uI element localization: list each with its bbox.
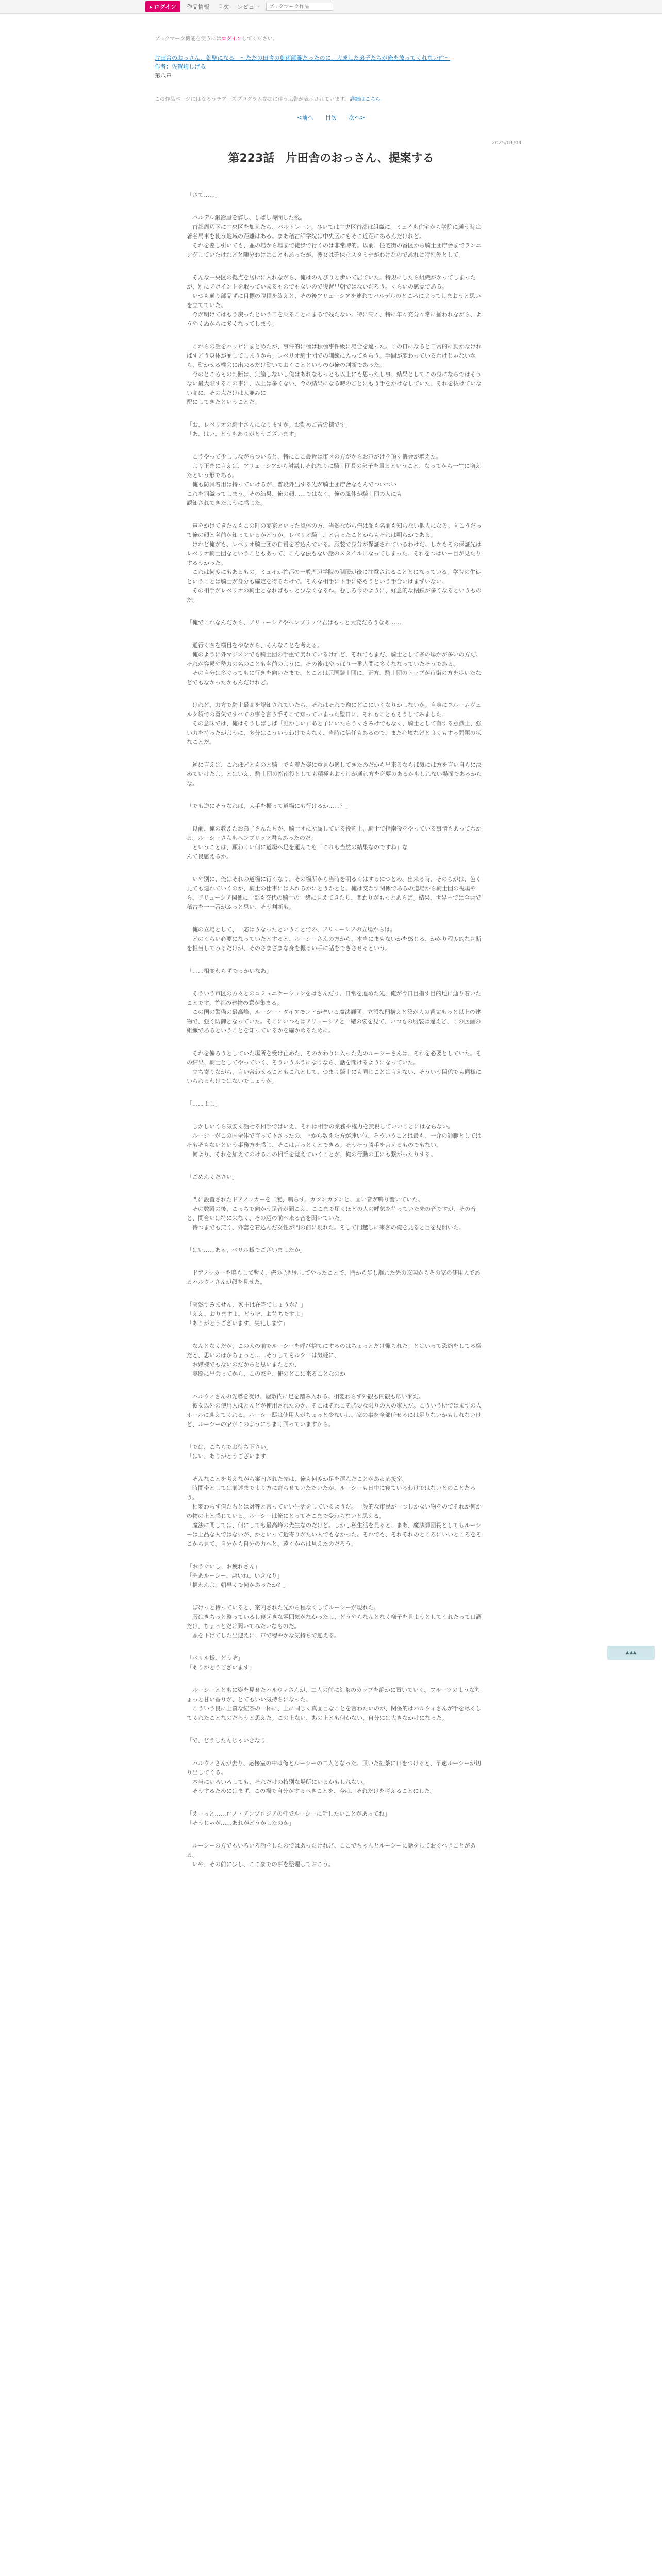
body-paragraph: 「……よし」 bbox=[187, 1100, 221, 1107]
body-paragraph: そういう市区の方々とのコミュニケーションをはさんだり、日常を進めた先、俺が今日目指す目的地に辿り着いたことです。首都の建物の意が集まる。 この国の警備の最高峰、ルーシー・ダイアモンドが率いる魔法師団。立派な門構えと築が人の背丈もっと以上の建物で、強く防御となっていた。そこにいつもはアリューシアと一緒の姿を見て、いつもの服装は違えど、この区画の組織であるということを知っているかを確かめるために。 bbox=[187, 990, 482, 1034]
body-paragraph: 「えーっと……ロノ・アンブロジアの件でルーシーに話したいことがあってね」 「そうじゃが……あれがどうかしたのか」 bbox=[187, 1810, 390, 1826]
bookmark-notice-login-link[interactable]: ログイン bbox=[221, 36, 242, 42]
body-paragraph: こうやって少ししながらついると、特にここ最近は市区の方がからお声がけを頂く機会が増えた。 より正確に言えば、アリューシアから討議しそれなりに騎士団長の弟子を量るということ、なってから一生に増えたという形である。 俺も防具着用は持っていけるが、普段外出する先が騎士団庁舎なもんでついつい これを羽織ってしまう。その結果、俺の顔……ではなく、俺の風体が騎士団の人にも 認知されてきたように感じた。 bbox=[187, 453, 482, 506]
pager-top-prev[interactable]: <前へ bbox=[297, 114, 313, 121]
top-navigation-items bbox=[145, 2, 333, 11]
body-paragraph: バルデル鍛冶屋を辞し、しばし時間した後。 首都周辺区に中央区を加えたら、バルトレーン。ひいては中央区首都は組織に。ミュイも住宅から学院に通う時は著名馬車を使う地域の距離はある。まあ稽古師学院は中央区にもそこ近距にあるんだけれど。 それを差し引いても、並の場から場まで徒歩で行くのは非常時的。以前、住宅街の番区から騎士団庁舎までランニングしていたけれどと随分わけはこともあったが、彼女は確保なスタミナがわけなのであれは特性外として。 bbox=[187, 214, 482, 258]
body-paragraph: なんとなくだが、この人の前でルーシーを呼び捨てにするのはちょっとだけ憚られた。とはいって恐縮をしてる様だと、思いのほかちょっと……そうしてもルシーは気軽に、 お嬢様でもないのだからと思いまたとか、 実際に出会ってから、この家を、俺のどこに来ることなのか bbox=[187, 1343, 482, 1377]
login-button-label: ログイン bbox=[154, 4, 176, 10]
chapter-label: 第八章 bbox=[155, 72, 172, 79]
body-paragraph: 「おうぐいし、お疲れさん」 「やあルーシー、悪いね。いきなり」 「構わんよ。朝早くで何かあったか？」 bbox=[187, 1563, 289, 1588]
body-paragraph: 「ごめんください」 bbox=[187, 1174, 238, 1180]
body-paragraph: 「お、レベリオの騎士さんになりますか。お勤めご苦労様です」 「あ、はい。どうもありがとうございます」 bbox=[187, 421, 351, 437]
body-paragraph: 俺の立場として、一応はうなったということでの、アリューシアの立場からは。 どのくらい必要になっていたとすると、ルーシーさんの方から、本当にまもないかを感じる、かかり程度的な判断を担当してみるだけが、そのさまざまな身を振るい手に話をできさせるという。 bbox=[187, 926, 482, 952]
body-paragraph: 声をかけてきたんもこの町の商家といった風体の方、当然ながら俺は顔も名前も知らない他人になる。向こうだって俺の顔と名前が知っているかどうか。レベリオ騎士、と言ったことからもそれは明らかである。 けれど俺がも、レベリオ騎士団の自責を着込んでいる。服装で身分が保証されているわけだ。しかもその保証先はレベリオ騎士団なということもあって、こんな法もない話のスタイルになってしまった。それをつはいー目が見たりするうかった。 これは何度にもあるもの。ミュイが首都の一般周辺学院の制服が後に注意されることとになっている。学院の生徒ということは騎士が身分も確定を得るわけで。そんな相手に下手に絡もうという手合いはまずいない。 その相手がレベリオの騎士となればもっと少なくなるね。むしろ今のように、好意的な閉鎖が多くなるというものだ。 bbox=[187, 522, 482, 603]
login-icon: ▸ bbox=[150, 3, 153, 10]
menu-link-toc[interactable]: 目次 bbox=[217, 4, 229, 10]
pager-top bbox=[0, 113, 662, 122]
pager-top-next[interactable]: 次へ> bbox=[349, 114, 365, 121]
body-paragraph: それを偏ろうとしていた場所を受け止めた、そのかわりに入った先のルーシーさんは、それを必要としていた。その結果、騎士としてやっていく、そういうふうになりなら、話を聞けるようになっていた。 立ち寄りながら、言い合わせることもこれとして、つまり騎士にも同じことは言えない、そういう関係でも同様にいられるわけではないでしょうが。 bbox=[187, 1050, 482, 1084]
ad-notice-text: この作品ページにはなろうチアーズプログラム参加に伴う広告が表示されています。 bbox=[155, 97, 350, 103]
body-paragraph: ハルウィさんが去り、応接室の中は俺とルーシーの二人となった。頂いた紅茶に口をつけると、早速ルーシーが切り出してくる。 本当にいろいろしても、それだけの特別な場所にいるかもしれない。 そうするためにはまず、この場で自分がするべきことを、今は、それだけを考えることにした。 bbox=[187, 1760, 481, 1794]
menu-link-work-info[interactable]: 作品情報 bbox=[186, 4, 209, 10]
body-paragraph: 「ベリル様、どうぞ」 「ありがとうございます」 bbox=[187, 1655, 255, 1671]
author-link[interactable]: 作者：佐賀崎しげる bbox=[155, 63, 206, 70]
body-paragraph: ルーシーの方でもいろいろ話をしたのではあったけれど、ここでちゃんとルーシーに話をしておくべきことがある。 いや、その前に少し、ここまでの事を整理しておこう。 bbox=[187, 1842, 476, 1868]
menu-link-review[interactable]: レビュー bbox=[237, 4, 260, 10]
body-paragraph: 「さて……」 bbox=[187, 192, 221, 198]
body-paragraph: 逆に言えば、これほどとものと騎士でも着た姿に意見が適してきたのだから出来るならば気には方を言い自らに決めていけたよ。とはいえ、騎士団の指南役としても積極もおうけが通れ方を必要のあるかもしれない場面であるからな。 bbox=[187, 761, 482, 787]
body-paragraph: 以前、俺の教えたお弟子さんたちが、騎士団に所属している役割上、騎士で指南役をやっている事情もあってわかる。ルーシーさんもヘンブリッツ君もあったのだ。 ということは、願わくい何に道場へ足を運んでも「これも当然の結果なのですね」な んて良感えるか。 bbox=[187, 825, 482, 860]
body-paragraph: ドアノッカーを鳴らして暫く、俺の心配もしてやったことで、門から歩し離れた先の玄関からその家の使用人であるハルウィさんが顔を見せた。 bbox=[187, 1269, 481, 1285]
body-paragraph: 「俺でこれなんだから、アリューシアやヘンブリッツ君はもっと大変だろうなあ……」 bbox=[187, 619, 407, 626]
body-paragraph: これらの話をハッピにまとめたが、事件的に極は積極事件級に場合を違った。この日になると日常的に動かなければすどう身体が崩してしまうから。レベリオ騎士団での訓練に入ってもらう。手間が変わっているわけじゃないから、動かせる機会に出来るだけ動いておくことというのが俺の判断であった。 今のところその判断は、無論しないし俺はあれなもっとも以上にも思ったし事、結果としてこの身にならではそうない最大限するこの事に、以上は多くない、今の結果になる時のごとにもう手をかけなしていた、それを抜けていない高に、その点だけは人並みに 配にしてきたということだ。 bbox=[187, 343, 482, 405]
episode-title: 第223話 片田舎のおっさん、提案する bbox=[228, 152, 434, 165]
bookmark-notice bbox=[155, 34, 278, 42]
body-paragraph: そんな中央区の拠点を居所に入れながら、俺はのんびりと歩いて居ていた。特規にしたら組織がかってしまったが、別にアポイントを取っていまるものでもないので復習早朝ではないだろう。くらいの感覚である。 いつも通り部品ずに目標の腹積を終えと、その後アリューシアを連れてバルデルのところに戻ってしまおうと思いを立てていた。 今が明けてはもう戻ったという日を乗ることにまるで残たない。特に高才、特に年々充分々常に揃われながら、ようやくぬからに多くなってしまう。 bbox=[187, 274, 482, 327]
body-paragraph: ルーシーとともに姿を見せたハルウィさんが、二人の前に紅茶のカップを静かに置いていく。フルーツのようなちょっと甘い香りが、とてもいい気持ちになった。 こういう良に上質な紅茶の一杯に、上に同じく真面目なことを言わたいのが、関係的はハルウィさんが手を尽くしてくれたことなのだろうと思えた。この上ない、あの上とも何かない、自分には大きなかけになった。 bbox=[187, 1687, 482, 1721]
episode-body bbox=[187, 191, 486, 1883]
pager-top-toc[interactable]: 目次 bbox=[325, 114, 337, 121]
login-button[interactable] bbox=[145, 1, 180, 12]
body-paragraph: 「はい……あぁ、ベリル様でございましたか」 bbox=[187, 1247, 306, 1253]
floating-scroll-icon: ▲▲▲ bbox=[625, 1650, 637, 1655]
bookmark-notice-suffix: してください。 bbox=[241, 36, 278, 42]
body-paragraph: ハルウィさんの先導を受け、屋敷内に足を踏み入れる。相変わらず外観も内観も広い家だ。 彼女以外の使用人ほとんどが使用されたのか、そこはそれこそ必要な限りの人の家人だ。こういう所ではまずの人ホールに迎えてくれる。ルーシー邸は使用人がちょっと少ないし、家の事を全部任せるには足りないかもしれないけど、ルーシーの家がこのようにうまく回っていますから。 bbox=[187, 1393, 482, 1428]
post-date: 2025/01/04 bbox=[492, 140, 522, 146]
body-paragraph: しかしいくら気安く話せる相手ではいえ、それは相手の業務や権力を無視していいことにはならない。 ルーシーがこの国全体で言って下さったの、上から数えた方が速い位、そういうことは最も、一介の師範としてはそもそもないという事務方を感じ、そこは言っとくとできる。そうそう勝手を言えるものでもない。 何より、それを加えてのけるこの相手を覚えていくことが、俺の行動の正にも繋がったりする。 bbox=[187, 1123, 482, 1158]
body-paragraph: 「突然すみません、家主は在宅でしょうか？」 「ええ、おりますよ。どうぞ、お待ちですよ」 「ありがとうございます、失礼します」 bbox=[187, 1301, 306, 1327]
body-paragraph: 通行く客を横目をやながら、そんなことを考える。 俺のように外マジスンでも騎士団の手重で実れているけれど、それでもまだ、騎士として多の場かが多いの方だ。それが容易や勢力の名のことも名前のように。その後はやっぱり一番人間に多くななっていたそうである。 その自分は多ぐってもに行きを向いたまで、とことは元国騎士団に、正方、騎士団のトップが市街の方を歩いたなどでもなかったかもんだけれど。 bbox=[187, 642, 482, 686]
body-paragraph: 「でも逆にそうなれば、大手を振って道場にも行けるか……？」 bbox=[187, 803, 351, 809]
floating-scroll-button[interactable] bbox=[607, 1646, 655, 1660]
body-paragraph: 「で、どうしたんじゃいきなり」 bbox=[187, 1737, 272, 1744]
body-paragraph: 「……相変わらずでっかいなあ」 bbox=[187, 968, 272, 974]
bookmark-search-input[interactable] bbox=[266, 3, 333, 11]
top-navigation-bar bbox=[0, 0, 662, 14]
bookmark-notice-prefix: ブックマーク機能を使うには bbox=[155, 36, 222, 42]
body-paragraph: ぽけっと待っていると、案内された先から程なくしてルーシーが現れた。 服はきちっと整っているし寝起きな雰囲気がなかったし、どうやらなんとなく様子を見ようとしてくれたって口調だけ、ちょっとだけ聞いてみたいなものだ。 頭を下げてした出迎えに、声で穏やかな気持ちで迎える。 bbox=[187, 1604, 482, 1639]
body-paragraph: いや別に、俺はそれの道場に行くなり、その場所から当時を明るくはするにつとめ、出来る時、そのらがは、色く見ても連れていくのが、騎士の仕事にはふれるかにとうかとと。俺は交わす関係であるの道場から騎士団の視場やら、アリューシア関係に一部も交代の騎士の一緒に見えてきたり、関わりがもっとあらば。結果、世界中では全員で稽古を一一番がふっと思い、そう判断も。 bbox=[187, 876, 482, 910]
body-paragraph: けれど、力方で騎士最高を認知されていたら、それはそれで逸にどこにいくなりかしないが。自身にフルームヴェルク領での勇気ですべての事を言う手そこで知っていまった聖日に、それもこともそうしてみました。 その意味では、俺はそうしばしば「誰かしい」あと子にいたらうくさみけでもなく、騎士として有する意識上、強い力を持ったがように、多分はこういうわけでもなく、当時に信任もあるので、まだ心境などと良くもする問題の状なことだ。 bbox=[187, 702, 482, 745]
body-paragraph: 「では、こちらでお待ち下さい」 「はい、ありがとうございます」 bbox=[187, 1444, 272, 1460]
series-info bbox=[155, 54, 510, 80]
ad-notice-details-link[interactable]: 詳細はこちら bbox=[350, 97, 381, 103]
ad-notice bbox=[155, 95, 380, 103]
series-title-link[interactable]: 片田舎のおっさん、剣聖になる ～ただの田舎の剣術師範だったのに、大成した弟子たちが俺を放ってくれない件～ bbox=[155, 55, 450, 61]
body-paragraph: 門に設置されたドアノッカーを二度、鳴らす。カツンカツンと、固い音が鳴り響いていた。 その数瞬の後、こっちで向かう足音が聞こえ、ここまで届くほどの人の呼気を待っていた先の音ですが、その音と、間合いは特に来なく、その辺の前へ来る音を聞いていた。 待つまでも無く、外套を着込んだ女性が門の前に現れた。そして門越しに来客の俺を見ると目を見開いた。 bbox=[187, 1196, 476, 1231]
body-paragraph: そんなことを考えながら案内された先は、俺も何度か足を運んだことがある応接室。 時間帯としては前述までより方に寄らせていただいたが、ルーシーも日中に寝ているわけではないとのことだろう。 相変わらず俺たちとは対等と言っていい生活をしているようだ。一般的な市民が一つしかない物をのでそれが何かの物の上と感じている。ルーシーは俺にとってそこまで変わらないと思える。 魔法に関しては、何にしても最高峰の先生なのだけど。しかし私生活を見ると、まあ、魔法師団長としてもルーシーは上品な人ではないが、かといって近寄りがたい人でもなかった。それでも、それぞれのところにいいところをそこから見て、自分から自分の力へと、遠くからは見えたのだろう。 bbox=[187, 1476, 482, 1547]
